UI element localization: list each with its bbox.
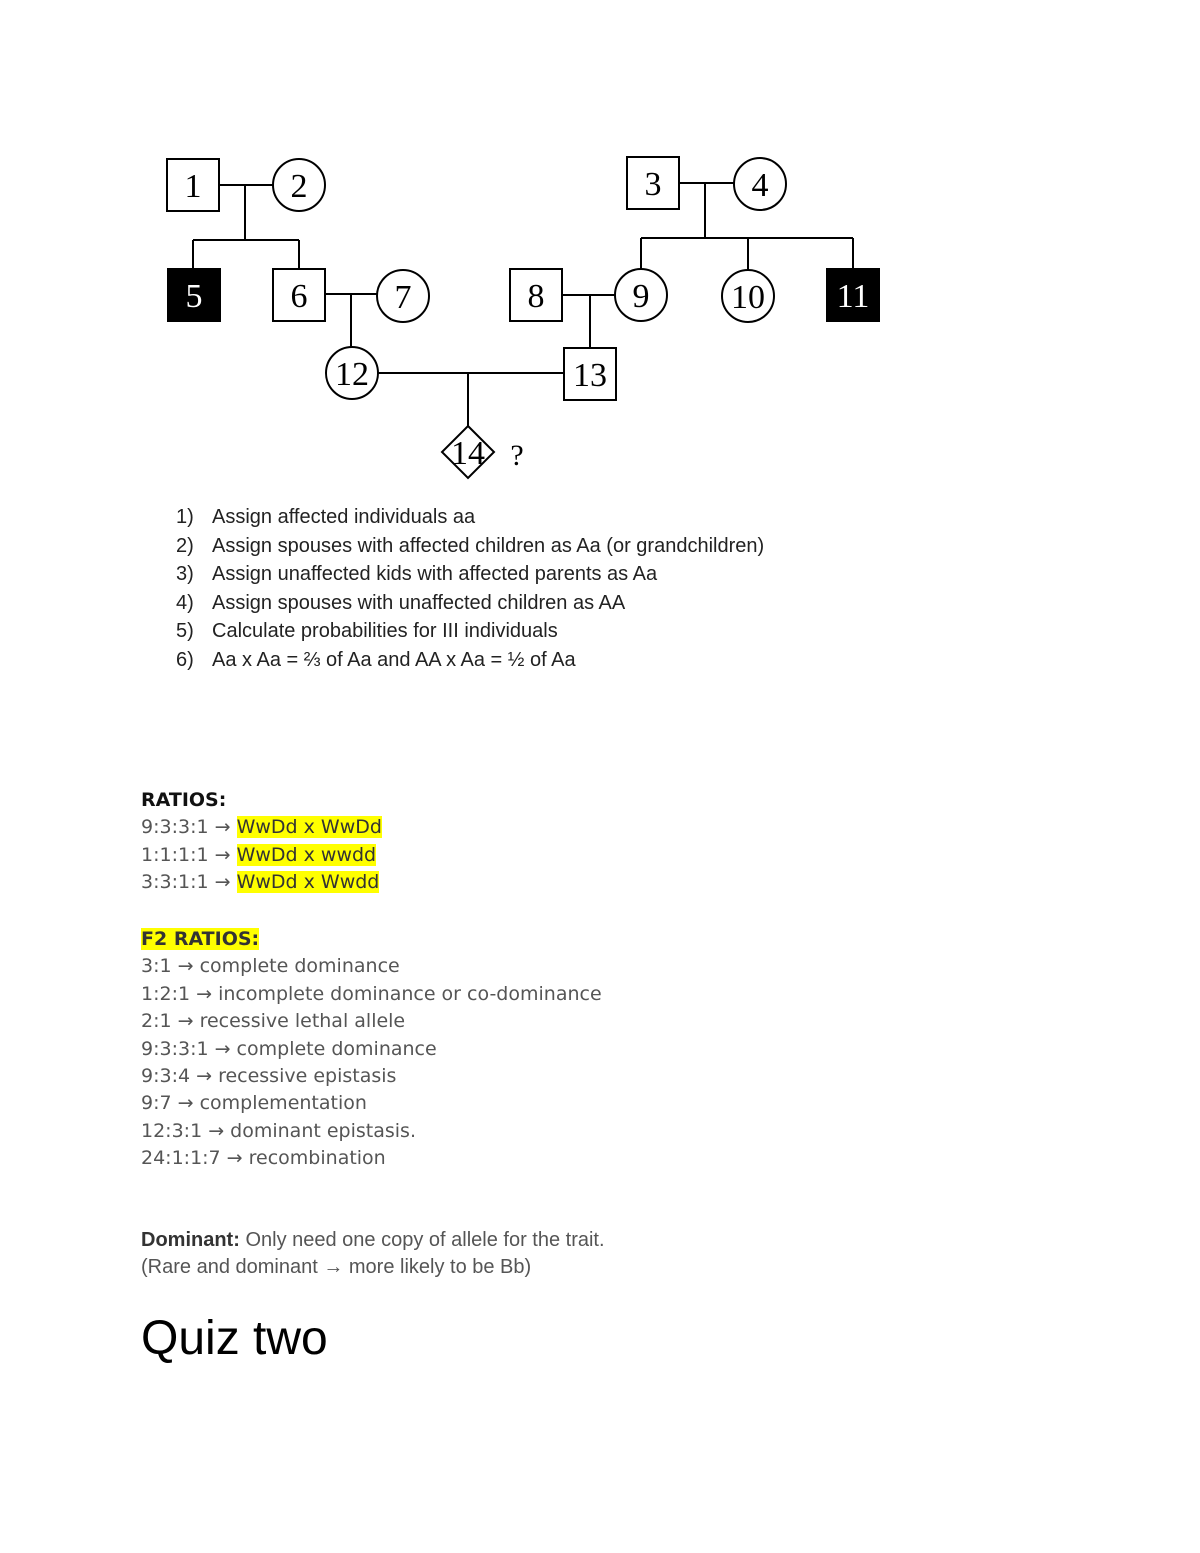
step-item <box>176 589 764 618</box>
f2-heading: F2 RATIOS: <box>141 928 260 950</box>
ratio-row <box>141 869 382 896</box>
individual-label: 4 <box>751 167 769 204</box>
ratio-value: 1:1:1:1 → <box>141 843 237 866</box>
step-number: 2) <box>176 534 194 557</box>
dominant-term: Dominant: <box>141 1229 240 1251</box>
individual-label: 2 <box>290 168 308 205</box>
individual-label: 11 <box>836 278 870 315</box>
individual-label: 7 <box>394 279 412 316</box>
step-number: 6) <box>176 648 194 671</box>
dominant-definition <box>141 1227 605 1281</box>
step-text: Assign affected individuals aa <box>212 506 476 528</box>
step-text: Aa x Aa = ⅔ of Aa and AA x Aa = ½ of Aa <box>212 648 576 671</box>
step-number: 1) <box>176 506 194 528</box>
f2-ratio-item: 1:2:1 → incomplete dominance or co-dominance <box>141 982 602 1005</box>
step-number: 5) <box>176 620 194 642</box>
step-item <box>176 560 764 589</box>
individual-label: 10 <box>731 279 765 316</box>
question-mark: ? <box>510 439 524 472</box>
step-text: Assign spouses with unaffected children as AA <box>212 591 626 614</box>
f2-ratios-section <box>141 926 602 1173</box>
ratio-row <box>141 814 382 841</box>
f2-ratio-item: 24:1:1:7 → recombination <box>141 1147 386 1170</box>
f2-ratio-item: 9:7 → complementation <box>141 1092 367 1115</box>
step-item <box>176 646 764 675</box>
ratio-cross: WwDd x wwdd <box>236 843 377 866</box>
dominant-text: Only need one copy of allele for the trait. <box>239 1229 605 1251</box>
step-number: 3) <box>176 563 194 585</box>
ratios-section <box>141 787 382 897</box>
individual-label: 9 <box>632 278 650 315</box>
individual-label: 8 <box>527 278 545 315</box>
f2-heading-row <box>141 926 602 953</box>
ratios-heading: RATIOS: <box>141 789 227 811</box>
f2-ratio-item: 2:1 → recessive lethal allele <box>141 1010 406 1033</box>
individual-label: 1 <box>184 168 202 205</box>
step-number: 4) <box>176 591 194 614</box>
f2-ratio-item: 9:3:3:1 → complete dominance <box>141 1037 437 1060</box>
f2-ratio-item: 12:3:1 → dominant epistasis. <box>141 1119 416 1142</box>
step-text: Assign spouses with affected children as Aa (or grandchildren) <box>212 534 765 557</box>
dominant-line <box>141 1227 605 1254</box>
ratio-row <box>141 842 382 869</box>
f2-ratio-item: 9:3:4 → recessive epistasis <box>141 1064 397 1087</box>
individual-label: 6 <box>290 278 308 315</box>
ratio-cross: WwDd x Wwdd <box>236 871 380 894</box>
pedigree-chart <box>0 0 1200 490</box>
individual-label: 12 <box>335 356 369 393</box>
step-text: Assign unaffected kids with affected parents as Aa <box>212 563 658 585</box>
step-text: Calculate probabilities for III individuals <box>212 620 558 642</box>
step-item <box>176 617 764 646</box>
individual-label: 3 <box>644 166 662 203</box>
individual-label: 14 <box>451 435 485 472</box>
ratio-value: 9:3:3:1 → <box>141 816 237 839</box>
instruction-steps <box>176 503 764 674</box>
step-item <box>176 503 764 532</box>
step-item <box>176 532 764 561</box>
ratio-value: 3:3:1:1 → <box>141 871 237 894</box>
quiz-heading: Quiz two <box>141 1312 328 1365</box>
f2-ratio-item: 3:1 → complete dominance <box>141 955 400 978</box>
dominant-note: (Rare and dominant → more likely to be Bb) <box>141 1256 532 1278</box>
individual-label: 13 <box>573 357 607 394</box>
ratio-cross: WwDd x WwDd <box>236 816 382 839</box>
individual-label: 5 <box>185 278 203 315</box>
